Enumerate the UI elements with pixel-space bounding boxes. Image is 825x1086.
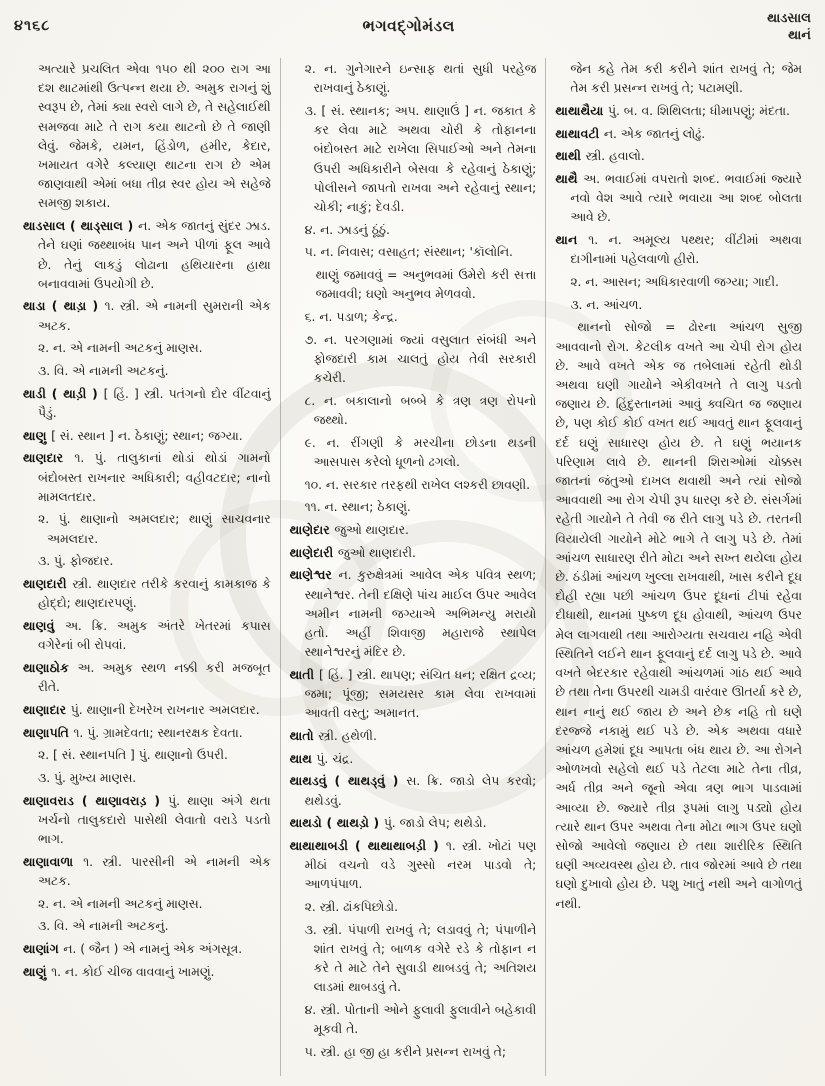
column-1: [14, 58, 280, 1076]
sense-item: ૩. વિ. એ નામની અટકનું.: [38, 919, 169, 934]
headword: થાણાવાળા: [23, 854, 84, 869]
idiom-note: થાનનો સોજો = ઢોરના આંચળ સુજી આવવાનો રોગ. કેટલીક વખતે આ ચેપી રોગ હોય છે. આવે વખતે એક જ તબેલામાં રહેતી થોડી અથવા ઘણી ગાયોને એકીવખતે તે લાગુ પડતો જણાય છે. હિંદુસ્તાનમાં આવું ક્વચિત જ જણાય છે, પણ કોઈ કોઈ વખત થઈ આવતું થાન ફૂલવાનું દર્દ ઘણું સાધારણ હોય છે. તે ઘણું ભયાનક પરિણામ લાવે છે. થાનની શિરાઓમાં ચોક્કસ જાતનાં જંતુઓ દાખલ થવાથી અને ત્યાં સોજો આવવાથી આ રોગ ચેપી રૂપ ધારણ કરે છે. સંસર્ગમાં રહેતી ગાયોને તે તેવી જ રીતે લાગુ પડે છે. તરતની વિયાયેલી ગાયોને મોટે ભાગે તે લાગુ પડે છે. તેમાં આંચળ સાધારણ રીતે મોટા અને સખ્ત થયેલા હોય છે. ઠંડીમાં આંચળ ખુલ્લા રાખવાથી, ખાસ કરીને દૂધ દોહી રહ્યા પછી આંચળ ઉપર દૂધનાં ટીપાં રહેવા દીધાથી, થાનમાં પુષ્કળ દૂધ હોવાથી, આંચળ ઉપર મેલ લાગવાથી તથા આરોગ્યતા સચવાય નહિ એવી સ્થિતિને લઈને થાન ફૂલવાનું દર્દ લાગુ પડે છે. આવે વખતે બેદરકાર રહેવાથી આંચળમાં ગાંઠ થઈ આવે છે તથા તેના ઉપરથી ચામડી વારંવાર ઊતર્યા કરે છે, થાન નાનું થઈ જાય છે અને છેક નહિ તો ઘણે દરજ્જે નકામું થઈ પડે છે. એક અથવા વધારે આંચળ હમેશાં દૂધ આપતા બંધ થાય છે. આ રોગને ઓળખવો સહેલો થઈ પડે તેટલા માટે તેના તીવ્ર, અર્ધ તીવ્ર અને જૂનો એવા ત્રણ ભાગ પાડવામાં આવ્યા છે. જ્યારે તીવ્ર રૂપમાં લાગુ પડ્યો હોય ત્યારે થાન ઉપર અથવા તેના મોટા ભાગ ઉપર ઘણો સોજો આવેલો જણાય છે તથા શારીરિક સ્થિતિ ઘણી અવ્યવસ્થ હોય છે. તાવ જોરમાં આવે છે તથા ઘણો દુખાવો હોય છે. પશુ ખાતું નથી અને વાગોળતું નથી.: [555, 320, 802, 911]
dictionary-entry: થાણેશ્વર ન. કુરુક્ષેત્રમાં આવેલ એક પવિત્ર સ્થળ; સ્થાનેશ્વર. તેની દક્ષિણે પાંચ માઈલ ઉપર આવેલ અમીન નામની જગ્યાએ અભિમન્યુ મરાયો હતો. અહીં શિવાજી મહારાજે સ્થાપેલ સ્થાનેશ્વરનું મંદિર છે.: [289, 568, 537, 660]
headword: થાણુ: [23, 428, 52, 443]
sense-item: ૨. ન. ગુનેગારને ઇન્સાફ થતાં સુધી પરહેજ રાખવાનું ઠેકાણું.: [304, 62, 537, 96]
sense-item: ૫. સ્ત્રી. હા જી હા કરીને પ્રસન્ન રાખવું તે;: [304, 1045, 506, 1060]
headword: થાથી: [555, 149, 586, 164]
headword: થાથડો ( થાથડ઼ો ): [289, 816, 384, 831]
sense-item: ૭. ન. પરગણામાં જ્યાં વસુલાત સંબંધી અને ફોજદારી કામ ચાલતું હોય તેવી સરકારી કચેરી.: [304, 332, 537, 386]
page-number: ૪૧૬૮: [14, 18, 51, 34]
dictionary-entry: થાથડવું ( થાથડ્વું ) સ. ક્રિ. જાડો લેપ કરવો; થથેડવું.: [289, 774, 537, 808]
headword: થાણવું: [23, 618, 65, 633]
sense-item: ૫. ન. નિવાસ; વસાહત; સંસ્થાન; 'કૉલોનિ.: [304, 245, 513, 260]
dictionary-entry: થાન ૧. ન. અમૂલ્ય પથ્થર; વીંટીમાં અથવા દાગીનામાં પહેલવાળો હીરો.: [555, 233, 802, 267]
sense-item: ૬. ન. પડાળ; કેન્દ્ર.: [304, 309, 398, 324]
guide-word-last: થાનં: [788, 28, 811, 43]
dictionary-entry: થાણાંગ ન. ( જૈન ) એ નામનું એક અંગસૂત્ર.: [23, 942, 243, 957]
sense-item: ૩. ન. આંચળ.: [570, 297, 643, 312]
headword: થાથડવું ( થાથડ્વું ): [289, 774, 407, 789]
sense-item: ૨. ન. એ નામની અટકનું માણસ.: [38, 341, 203, 356]
column-3: [545, 58, 811, 1076]
headword: થાન: [555, 233, 589, 248]
guide-words: [767, 10, 811, 44]
column-2: [280, 58, 546, 1076]
headword: થાણાવરાડ ( થાણાવરાડ઼ ): [23, 793, 169, 808]
headword: થાથાથૈયા: [555, 103, 608, 118]
dictionary-entry: થાણાવાળા ૧. સ્ત્રી. પારસીની એ નામની એક અટક.: [23, 854, 271, 888]
sense-item: ૨. ન. આસન; અધિકારવાળી જગ્યા; ગાદી.: [570, 275, 779, 290]
headword: થાણાઠોક: [23, 660, 78, 675]
headword: થાણાંગ: [23, 942, 64, 957]
dictionary-entry: થાડસાલ ( થાડ્સાલ ) ન. એક જાતનું સુંદર ઝાડ. તેને ઘણાં જથ્થાબંધ પાન અને પીળાં ફૂલ આવે છે. તેનું લાકડું લોઢાના હથિયારના હાથા બનાવવામાં ઉપયોગી છે.: [23, 219, 271, 291]
book-title: ભગવદ્ગોમંડલ: [362, 17, 455, 35]
headword: થાણદારી: [23, 577, 73, 592]
dictionary-entry: થાણું ૧. ન. કોઈ ચીજ વાવવાનું ખામણું.: [23, 964, 215, 979]
headword: થાણેદાર: [289, 522, 335, 537]
headword: થાણેદારી: [289, 545, 338, 560]
dictionary-entry: થાણાપતિ ૧. પું. ગ્રામદેવતા; સ્થાનરક્ષક દેવતા.: [23, 725, 243, 740]
continuation-paragraph: જેન કહે તેમ કરી કરીને શાંત રાખવું તે; જેમ તેમ કરી પ્રસન્ન રાખવું તે; પટામણી.: [570, 62, 802, 96]
dictionary-entry: થાણાદાર પું. થાણાની દેખરેખ રાખનાર અમલદાર.: [23, 702, 260, 717]
headword: થાણું: [23, 964, 52, 979]
headword: થાતી: [289, 667, 319, 682]
dictionary-entry: થાણવું અ. ક્રિ. અમુક અંતરે ખેતરમાં કપાસ વગેરેનાં બી રોપવાં.: [23, 618, 271, 653]
page-body: [14, 58, 811, 1076]
headword: થાડા ( થાડ઼ા ): [23, 299, 105, 314]
dictionary-entry: થાથાથૈયા પું. બ. વ. શિથિલતા; ધીમાપણું; મંદતા.: [555, 103, 790, 118]
headword: થાણાપતિ: [23, 725, 74, 740]
sense-item: ૩. સ્ત્રી. પંપાળી રાખવું તે; લડાવવું તે; પંપાળીને શાંત રાખવું તે; બાળક વગેરે રડે કે તોફાન ન કરે તે માટે તેને સુવાડી થાબડવું તે; અતિશય લાડમાં થાબડવું તે.: [304, 922, 537, 995]
guide-word-first: થાડસાલ: [767, 11, 811, 26]
sense-item: ૧૦. ન. સરકાર તરફથી રાખેલ લશ્કરી છાવણી.: [304, 477, 531, 492]
dictionary-entry: થાથડો ( થાથડ઼ો ) પું. જાડો લેપ; થથેડો.: [289, 816, 487, 831]
sense-item: ૯. ન. રીંગણી કે મરચીના છોડના થડની આસપાસ કરેલો ધૂળનો ઢગલો.: [304, 435, 537, 469]
headword: થાથાથાબડી ( થાથાથાબડ઼ી ): [289, 839, 446, 854]
dictionary-entry: થાણેદારી જુઓ થાણદારી.: [289, 545, 416, 560]
sense-item: ૨. સ્ત્રી. ઢાંકપિછોડો.: [304, 900, 399, 915]
dictionary-entry: થાડી ( થાડ઼ી ) [ હિં. ] સ્ત્રી. પતંગનો દોર વીંટવાનું પૈડું.: [23, 386, 271, 420]
sense-item: ૩. પું. મુખ્ય માણસ.: [38, 770, 137, 785]
sense-item: ૪. ન. ઝાડનું ઠૂંઠું.: [304, 222, 390, 237]
continuation-paragraph: અત્યારે પ્રચલિત એવા ૧૫૦ થી ૨૦૦ રાગ આ દશ થાટમાંથી ઉત્પન્ન થયા છે. અમુક રાગનું શું સ્વરૂપ છે, તેમાં ક્યા સ્વરો લાગે છે, તે સહેલાઈથી સમજવા માટે તે રાગ કયા થાટનો છે તે જાણી લેવું. જેમકે, યમન, હિંડોળ, હમીર, કેદાર, ખમાયત વગેરે કલ્યાણ થાટના રાગ છે એમ જાણવાથી એમાં બધા તીવ્ર સ્વર હોય એ સહેજે સમજી શકાય.: [38, 62, 271, 211]
headword: થાડસાલ ( થાડ્સાલ ): [23, 219, 139, 234]
idiom-note: થાણું જમાવવું = અનુભવમાં ઉમેરો કરી સત્તા જમાવવી; ઘણો અનુભવ મેળવવો.: [315, 268, 537, 302]
dictionary-entry: થાણેદાર જુઓ થાણદાર.: [289, 522, 409, 537]
headword: થાણદાર: [23, 451, 75, 466]
dictionary-entry: થાતો સ્ત્રી. હથેળી.: [289, 729, 377, 743]
sense-item: ૪. સ્ત્રી. પોતાની ઓને ફુલાવી ફુલાવીને બહેકાવી મૂકવી તે.: [304, 1003, 537, 1037]
sense-item: ૨. [ સં. સ્થાનપતિ ] પું. થાણાનો ઉપરી.: [38, 748, 228, 763]
dictionary-entry: થાણાવરાડ ( થાણાવરાડ઼ ) પું. થાણા અંગે થતા ખર્ચનો તાલુકદારો પાસેથી લેવાતો વરાડે પડતો ભાગ.: [23, 793, 271, 847]
dictionary-entry: થાથાથાબડી ( થાથાથાબડ઼ી ) ૧. સ્ત્રી. ખોટાં પણ મીઠાં વચનો વડે ગુસ્સો નરમ પાડવો તે; આળપંપાળ.: [289, 839, 537, 892]
dictionary-entry: થાણુ [ સં. સ્થાન ] ન. ઠેકાણું; સ્થાન; જગ્યા.: [23, 428, 243, 443]
headword: થાણેશ્વર: [289, 568, 339, 583]
dictionary-entry: થાથ પું. ચંદ્ર.: [289, 751, 354, 766]
sense-item: ૩. [ સં. સ્થાનક; અપ. થાણાઉં ] ન. જકાત કે કર લેવા માટે અથવા ચોરી કે તોફાનના બંદોબસ્ત માટે રાખેલા સિપાઈઓ અને તેમના ઉપરી અધિકારીને બેસવા કે રહેવાનું ઠેકાણું; પોલીસને જાપતો રાખવા અને રહેવાનું સ્થાન; ચોકી; નાકું; દેવડી.: [304, 103, 537, 214]
page-header: [14, 10, 811, 58]
dictionary-entry: થાથી સ્ત્રી. હવાલો.: [555, 149, 645, 164]
dictionary-entry: થાણદારી સ્ત્રી. થાણદાર તરીકે કરવાનું કામકાજ કે હોદ્દો; થાણદારપણું.: [23, 577, 271, 611]
headword: થાથૈ: [555, 172, 584, 187]
dictionary-entry: થાડા ( થાડ઼ા ) ૧. સ્ત્રી. એ નામની સુમરાની એક અટક.: [23, 299, 271, 333]
sense-item: ૨. ન. એ નામની અટકનું માણસ.: [38, 896, 203, 911]
dictionary-entry: થાતી [ હિં. ] સ્ત્રી. થાપણ; સંચિત ધન; રક્ષિત દ્રવ્ય; જમા; પૂંજી; સમયસર કામ લેવા રાખવામાં આવતી વસ્તુ; અમાનત.: [289, 667, 537, 721]
sense-item: ૩. પું. ફોજદાર.: [38, 554, 114, 569]
sense-item: ૩. વિ. એ નામની અટકનું.: [38, 364, 169, 379]
headword: થાડી ( થાડ઼ી ): [23, 386, 104, 401]
headword: થાથાવટી: [555, 126, 604, 141]
headword: થાતો: [289, 729, 319, 743]
dictionary-entry: થાથૈ અ. ભવાઈમાં વપરાતો શબ્દ. ભવાઈમાં જ્યારે નવો વેશ આવે ત્યારે ભવાયા આ શબ્દ બોલતા આવે છે.: [555, 172, 802, 225]
sense-item: ૨. પું. થાણાનો અમલદાર; થાણું સાચવનાર અમલદાર.: [38, 512, 271, 546]
dictionary-entry: થાણાઠોક અ. અમુક સ્થળ નક્કી કરી મજબૂત રીતે.: [23, 660, 271, 695]
sense-item: ૮. ન. બકાલાનો બબ્બે કે ત્રણ ત્રણ રોપનો જથ્થો.: [304, 393, 537, 427]
sense-item: ૧૧. ન. સ્થાન; ઠેકાણું.: [304, 500, 411, 515]
headword: થાથ: [289, 751, 317, 766]
headword: થાણાદાર: [23, 702, 71, 717]
dictionary-entry: થાણદાર ૧. પું. તાલુકાનાં થોડાં થોડાં ગામનો બંદોબસ્ત રાખનાર અધિકારી; વહીવટદાર; નાનો મામલતદાર.: [23, 451, 271, 504]
dictionary-entry: થાથાવટી ન. એક જાતનું લોઢું.: [555, 126, 706, 141]
